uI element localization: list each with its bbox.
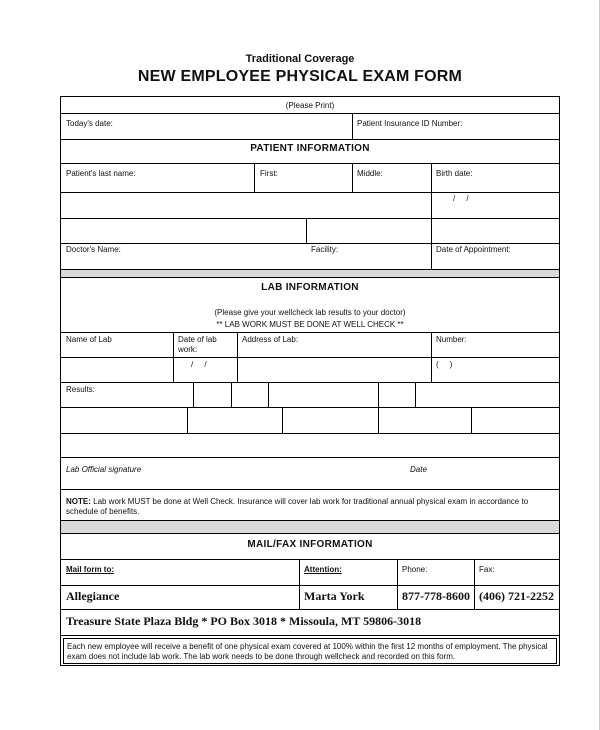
lab-signature-label: Lab Official signature: [66, 465, 142, 474]
attention-label: Attention:: [304, 565, 342, 574]
first-name-label: First:: [260, 169, 278, 178]
birth-date-slashes: / /: [453, 194, 469, 203]
footer-text: Each new employee will receive a benefit of one physical exam covered at 100% within the first 12 months of employment. The physical exam does not include lab work. The lab work needs to be done through wellcheck and recorded on this form.: [67, 642, 548, 661]
lab-number-parens: ( ): [436, 360, 453, 369]
lab-date-label: Date of lab: [178, 335, 217, 344]
results-label: Results:: [66, 385, 95, 394]
separator-band: [61, 269, 559, 277]
middle-name-label: Middle:: [357, 169, 383, 178]
lab-signature-date-label: Date: [410, 465, 427, 474]
attention-name: Marta York: [304, 589, 365, 603]
form-subtitle: Traditional Coverage: [245, 53, 355, 65]
birth-date-label: Birth date:: [436, 169, 473, 178]
company-name: Allegiance: [66, 589, 120, 603]
appointment-date-label: Date of Appointment:: [436, 245, 511, 254]
separator-band: [61, 520, 559, 533]
note-text: [66, 497, 551, 517]
fax-label: Fax:: [479, 565, 495, 574]
mail-form-to-label: Mail form to:: [66, 565, 114, 574]
form-title: NEW EMPLOYEE PHYSICAL EXAM FORM: [137, 68, 463, 85]
fax-number: (406) 721-2252: [479, 589, 554, 603]
todays-date-label: Today's date:: [66, 119, 113, 128]
lab-name-label: Name of Lab: [66, 335, 112, 344]
lab-instruction-2: ** LAB WORK MUST BE DONE AT WELL CHECK **: [216, 320, 404, 329]
phone-number: 877-778-8600: [402, 589, 470, 603]
phone-label: Phone:: [402, 565, 428, 574]
lab-address-label: Address of Lab:: [242, 335, 299, 344]
lab-instruction-1: (Please give your wellcheck lab results to your doctor): [214, 308, 406, 317]
please-print-note: (Please Print): [285, 101, 335, 110]
note-body: Lab work MUST be done at Well Check. Insurance will cover lab work for traditional annual physical exam in accordance to schedule of benefits.: [66, 497, 529, 516]
note-label: NOTE:: [66, 497, 91, 506]
last-name-label: Patient's last name:: [66, 169, 136, 178]
patient-information-heading: PATIENT INFORMATION: [250, 143, 370, 154]
exam-form: [60, 96, 560, 666]
mail-fax-heading: MAIL/FAX INFORMATION: [247, 539, 373, 550]
footer-box: [63, 638, 557, 664]
insurance-id-label: Patient Insurance ID Number:: [357, 119, 463, 128]
mailing-address: Treasure State Plaza Bldg * PO Box 3018 * Missoula, MT 59806-3018: [66, 614, 422, 628]
lab-information-heading: LAB INFORMATION: [261, 282, 359, 293]
lab-date-label-2: work:: [178, 345, 198, 354]
facility-label: Facility:: [311, 245, 339, 254]
lab-date-slashes: / /: [191, 360, 207, 369]
lab-number-label: Number:: [436, 335, 467, 344]
doctor-name-label: Doctor's Name:: [66, 245, 121, 254]
